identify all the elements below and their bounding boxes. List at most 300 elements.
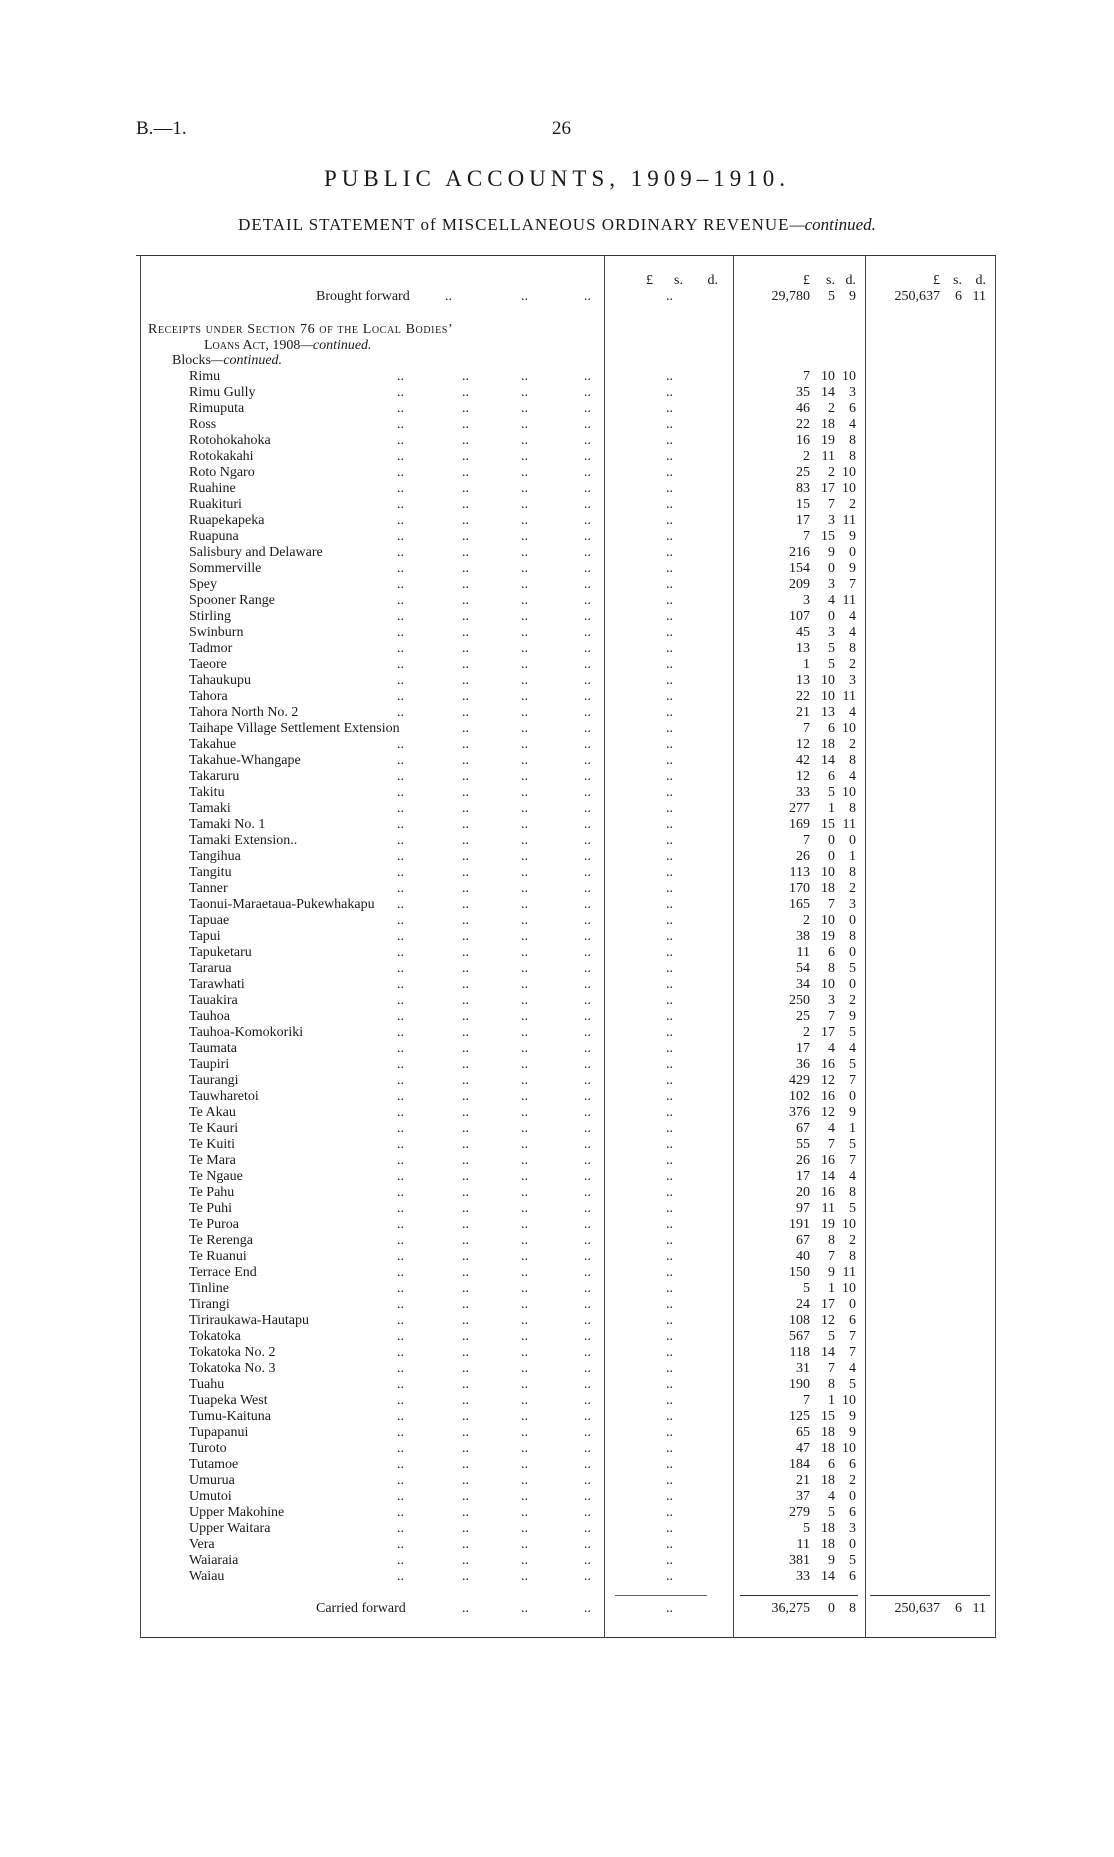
leader-dots: .. bbox=[462, 1473, 469, 1488]
pence-value: 5 bbox=[849, 961, 856, 976]
leader-dots: .. bbox=[521, 1393, 528, 1408]
leader-dots: .. bbox=[397, 1473, 404, 1488]
page-subtitle bbox=[0, 215, 1114, 235]
shillings-value: 12 bbox=[821, 1073, 835, 1088]
empty-amount-dots: .. bbox=[666, 1313, 673, 1328]
leader-dots: .. bbox=[584, 1377, 591, 1392]
leader-dots: .. bbox=[397, 1425, 404, 1440]
pence-value: 8 bbox=[849, 641, 856, 656]
pounds-value: 150 bbox=[789, 1265, 810, 1280]
leader-dots: .. bbox=[584, 369, 591, 384]
leader-dots: .. bbox=[584, 1169, 591, 1184]
leader-dots: .. bbox=[521, 513, 528, 528]
empty-amount-dots: .. bbox=[666, 1009, 673, 1024]
leader-dots: .. bbox=[397, 1489, 404, 1504]
leader-dots: .. bbox=[462, 897, 469, 912]
block-name: Swinburn bbox=[189, 625, 244, 640]
pounds-value: 47 bbox=[796, 1441, 810, 1456]
leader-dots: .. bbox=[521, 817, 528, 832]
leader-dots: .. bbox=[584, 945, 591, 960]
leader-dots: .. bbox=[462, 513, 469, 528]
shillings-value: 0 bbox=[828, 561, 835, 576]
leader-dots: .. bbox=[397, 945, 404, 960]
leader-dots: .. bbox=[397, 1537, 404, 1552]
empty-amount-dots: .. bbox=[666, 1105, 673, 1120]
shillings-value: 18 bbox=[821, 1537, 835, 1552]
block-name: Roto Ngaro bbox=[189, 465, 255, 480]
table-bottom-rule bbox=[140, 1637, 996, 1638]
leader-dots: .. bbox=[521, 897, 528, 912]
leader-dots: .. bbox=[584, 529, 591, 544]
empty-amount-dots: .. bbox=[666, 529, 673, 544]
leader-dots: .. bbox=[462, 577, 469, 592]
empty-amount-dots: .. bbox=[666, 1025, 673, 1040]
leader-dots: .. bbox=[462, 1361, 469, 1376]
leader-dots: .. bbox=[521, 433, 528, 448]
pounds-value: 102 bbox=[789, 1089, 810, 1104]
empty-amount-dots: .. bbox=[666, 785, 673, 800]
leader-dots: .. bbox=[397, 1073, 404, 1088]
pence-value: 7 bbox=[849, 1153, 856, 1168]
leader-dots: .. bbox=[521, 1249, 528, 1264]
shillings-value: 14 bbox=[821, 385, 835, 400]
leader-dots: .. bbox=[521, 1601, 528, 1616]
leader-dots: .. bbox=[397, 1025, 404, 1040]
leader-dots: .. bbox=[397, 785, 404, 800]
block-name: Umutoi bbox=[189, 1489, 232, 1504]
pence-value: 3 bbox=[849, 673, 856, 688]
leader-dots: .. bbox=[462, 705, 469, 720]
page-number: 26 bbox=[552, 118, 571, 139]
leader-dots: .. bbox=[584, 849, 591, 864]
leader-dots: .. bbox=[584, 1121, 591, 1136]
leader-dots: .. bbox=[397, 769, 404, 784]
block-name: Tauakira bbox=[189, 993, 238, 1008]
pence-value: 2 bbox=[849, 993, 856, 1008]
leader-dots: .. bbox=[397, 545, 404, 560]
shillings-value: 2 bbox=[828, 465, 835, 480]
leader-dots: .. bbox=[584, 673, 591, 688]
leader-dots: .. bbox=[462, 1265, 469, 1280]
leader-dots: .. bbox=[462, 1185, 469, 1200]
leader-dots: .. bbox=[584, 1057, 591, 1072]
leader-dots: .. bbox=[462, 1137, 469, 1152]
leader-dots: .. bbox=[584, 1313, 591, 1328]
pounds-value: 22 bbox=[796, 417, 810, 432]
shillings-value: 18 bbox=[821, 737, 835, 752]
pounds-value: 12 bbox=[796, 737, 810, 752]
block-name: Te Ruanui bbox=[189, 1249, 247, 1264]
leader-dots: .. bbox=[584, 1329, 591, 1344]
leader-dots: .. bbox=[397, 1569, 404, 1584]
shillings-value: 8 bbox=[828, 1233, 835, 1248]
shillings-value: 14 bbox=[821, 753, 835, 768]
pence-total: 11 bbox=[972, 1601, 986, 1616]
shillings-value: 0 bbox=[828, 1601, 835, 1616]
leader-dots: .. bbox=[521, 1553, 528, 1568]
pounds-value: 5 bbox=[803, 1521, 810, 1536]
leader-dots: .. bbox=[584, 577, 591, 592]
leader-dots: .. bbox=[584, 1153, 591, 1168]
shillings-value: 4 bbox=[828, 593, 835, 608]
empty-amount-dots: .. bbox=[666, 1345, 673, 1360]
leader-dots: .. bbox=[584, 1601, 591, 1616]
leader-dots: .. bbox=[521, 1105, 528, 1120]
pounds-header: £ bbox=[803, 273, 810, 288]
leader-dots: .. bbox=[521, 913, 528, 928]
leader-dots: .. bbox=[584, 753, 591, 768]
leader-dots: .. bbox=[584, 1233, 591, 1248]
leader-dots: .. bbox=[521, 577, 528, 592]
block-name: Rotohokahoka bbox=[189, 433, 271, 448]
shillings-value: 6 bbox=[828, 769, 835, 784]
shillings-header: s. bbox=[953, 273, 962, 288]
leader-dots: .. bbox=[397, 529, 404, 544]
pounds-value: 20 bbox=[796, 1185, 810, 1200]
pounds-value: 165 bbox=[789, 897, 810, 912]
pounds-value: 31 bbox=[796, 1361, 810, 1376]
pence-value: 10 bbox=[842, 481, 856, 496]
block-name: Upper Waitara bbox=[189, 1521, 271, 1536]
leader-dots: .. bbox=[397, 1089, 404, 1104]
pence-value: 8 bbox=[849, 1185, 856, 1200]
pounds-value: 209 bbox=[789, 577, 810, 592]
table-left-border bbox=[140, 255, 141, 1638]
leader-dots: .. bbox=[462, 449, 469, 464]
pounds-value: 22 bbox=[796, 689, 810, 704]
leader-dots: .. bbox=[521, 1489, 528, 1504]
empty-amount-dots: .. bbox=[666, 545, 673, 560]
column-divider bbox=[733, 255, 734, 1638]
block-name: Takaruru bbox=[189, 769, 240, 784]
leader-dots: .. bbox=[397, 481, 404, 496]
shillings-value: 5 bbox=[828, 657, 835, 672]
leader-dots: .. bbox=[462, 1089, 469, 1104]
leader-dots: .. bbox=[584, 1521, 591, 1536]
pence-value: 6 bbox=[849, 1505, 856, 1520]
pence-value: 2 bbox=[849, 737, 856, 752]
block-name: Umurua bbox=[189, 1473, 235, 1488]
block-name: Ruakituri bbox=[189, 497, 242, 512]
pounds-value: 7 bbox=[803, 833, 810, 848]
leader-dots: .. bbox=[462, 1041, 469, 1056]
leader-dots: .. bbox=[462, 417, 469, 432]
leader-dots: .. bbox=[584, 289, 591, 304]
shillings-value: 1 bbox=[828, 801, 835, 816]
shillings-value: 10 bbox=[821, 369, 835, 384]
leader-dots: .. bbox=[521, 385, 528, 400]
leader-dots: .. bbox=[521, 1057, 528, 1072]
leader-dots: .. bbox=[584, 1569, 591, 1584]
leader-dots: .. bbox=[462, 1057, 469, 1072]
shillings-value: 2 bbox=[828, 401, 835, 416]
act-name: Loans Act bbox=[204, 338, 266, 353]
shillings-value: 5 bbox=[828, 1505, 835, 1520]
leader-dots: .. bbox=[521, 1297, 528, 1312]
leader-dots: .. bbox=[397, 1361, 404, 1376]
pounds-value: 33 bbox=[796, 785, 810, 800]
column-divider bbox=[604, 255, 605, 1638]
leader-dots: .. bbox=[462, 1505, 469, 1520]
leader-dots: .. bbox=[584, 1009, 591, 1024]
block-name: Rimu bbox=[189, 369, 221, 384]
leader-dots: .. bbox=[397, 1441, 404, 1456]
empty-amount-dots: .. bbox=[666, 1521, 673, 1536]
leader-dots: .. bbox=[397, 1009, 404, 1024]
empty-amount-dots: .. bbox=[666, 1377, 673, 1392]
pounds-value: 34 bbox=[796, 977, 810, 992]
pounds-value: 381 bbox=[789, 1553, 810, 1568]
leader-dots: .. bbox=[521, 1537, 528, 1552]
pence-value: 3 bbox=[849, 1521, 856, 1536]
empty-amount-dots: .. bbox=[666, 1361, 673, 1376]
shillings-value: 17 bbox=[821, 1297, 835, 1312]
pounds-value: 2 bbox=[803, 913, 810, 928]
shillings-value: 4 bbox=[828, 1489, 835, 1504]
block-name: Tokatoka No. 2 bbox=[189, 1345, 276, 1360]
shillings-value: 9 bbox=[828, 545, 835, 560]
leader-dots: .. bbox=[584, 1345, 591, 1360]
leader-dots: .. bbox=[462, 785, 469, 800]
leader-dots: .. bbox=[584, 593, 591, 608]
leader-dots: .. bbox=[397, 1521, 404, 1536]
leader-dots: .. bbox=[521, 753, 528, 768]
section-heading-line2 bbox=[204, 338, 372, 354]
leader-dots: .. bbox=[397, 1457, 404, 1472]
leader-dots: .. bbox=[462, 961, 469, 976]
block-name: Te Puroa bbox=[189, 1217, 239, 1232]
pence-value: 8 bbox=[849, 801, 856, 816]
shillings-value: 18 bbox=[821, 417, 835, 432]
leader-dots: .. bbox=[462, 817, 469, 832]
leader-dots: .. bbox=[462, 1121, 469, 1136]
empty-amount-dots: .. bbox=[666, 961, 673, 976]
pounds-header: £ bbox=[646, 273, 653, 288]
leader-dots: .. bbox=[462, 913, 469, 928]
block-name: Te Kuiti bbox=[189, 1137, 236, 1152]
pounds-value: 17 bbox=[796, 1041, 810, 1056]
leader-dots: .. bbox=[521, 481, 528, 496]
leader-dots: .. bbox=[521, 881, 528, 896]
leader-dots: .. bbox=[397, 433, 404, 448]
leader-dots: .. bbox=[521, 545, 528, 560]
leader-dots: .. bbox=[584, 545, 591, 560]
pounds-value: 170 bbox=[789, 881, 810, 896]
shillings-value: 10 bbox=[821, 689, 835, 704]
leader-dots: .. bbox=[584, 1409, 591, 1424]
leader-dots: .. bbox=[397, 1281, 404, 1296]
leader-dots: .. bbox=[462, 1201, 469, 1216]
leader-dots: .. bbox=[521, 1329, 528, 1344]
pounds-value: 12 bbox=[796, 769, 810, 784]
pounds-value: 36,275 bbox=[771, 1601, 810, 1616]
block-name: Vera bbox=[189, 1537, 215, 1552]
leader-dots: .. bbox=[397, 849, 404, 864]
pounds-value: 45 bbox=[796, 625, 810, 640]
shillings-value: 18 bbox=[821, 1425, 835, 1440]
leader-dots: .. bbox=[521, 641, 528, 656]
block-name: Taonui-Maraetaua-Pukewhakapu bbox=[189, 897, 375, 912]
block-name: Terrace End bbox=[189, 1265, 257, 1280]
leader-dots: .. bbox=[397, 1329, 404, 1344]
shillings-header: s. bbox=[826, 273, 835, 288]
leader-dots: .. bbox=[584, 497, 591, 512]
pence-value: 8 bbox=[849, 449, 856, 464]
shillings-value: 8 bbox=[828, 1377, 835, 1392]
leader-dots: .. bbox=[521, 1569, 528, 1584]
shillings-value: 18 bbox=[821, 1473, 835, 1488]
leader-dots: .. bbox=[521, 289, 528, 304]
block-name: Tauwharetoi bbox=[189, 1089, 259, 1104]
block-name: Tumu-Kaituna bbox=[189, 1409, 271, 1424]
pounds-value: 7 bbox=[803, 369, 810, 384]
leader-dots: .. bbox=[521, 609, 528, 624]
leader-dots: .. bbox=[584, 1217, 591, 1232]
leader-dots: .. bbox=[584, 481, 591, 496]
shillings-value: 17 bbox=[821, 481, 835, 496]
leader-dots: .. bbox=[521, 705, 528, 720]
leader-dots: .. bbox=[521, 401, 528, 416]
block-name: Tamaki No. 1 bbox=[189, 817, 266, 832]
pence-value: 7 bbox=[849, 1329, 856, 1344]
shillings-value: 14 bbox=[821, 1169, 835, 1184]
empty-amount-dots: .. bbox=[666, 1233, 673, 1248]
subtitle-main: DETAIL STATEMENT of MISCELLANEOUS ORDINARY REVENUE bbox=[238, 215, 790, 234]
table-top-rule bbox=[136, 255, 996, 256]
leader-dots: .. bbox=[462, 1313, 469, 1328]
pence-value: 10 bbox=[842, 1281, 856, 1296]
shillings-value: 10 bbox=[821, 865, 835, 880]
pounds-value: 5 bbox=[803, 1281, 810, 1296]
leader-dots: .. bbox=[462, 385, 469, 400]
leader-dots: .. bbox=[584, 801, 591, 816]
leader-dots: .. bbox=[397, 369, 404, 384]
empty-amount-dots: .. bbox=[666, 1553, 673, 1568]
leader-dots: .. bbox=[462, 609, 469, 624]
act-year: , 1908 bbox=[265, 338, 301, 353]
leader-dots: .. bbox=[397, 1409, 404, 1424]
block-name: Tirangi bbox=[189, 1297, 230, 1312]
leader-dots: .. bbox=[584, 561, 591, 576]
block-name: Te Puhi bbox=[189, 1201, 232, 1216]
empty-amount-dots: .. bbox=[666, 401, 673, 416]
pounds-value: 65 bbox=[796, 1425, 810, 1440]
leader-dots: .. bbox=[462, 1009, 469, 1024]
shillings-value: 1 bbox=[828, 1281, 835, 1296]
empty-amount-dots: .. bbox=[666, 625, 673, 640]
leader-dots: .. bbox=[397, 1377, 404, 1392]
block-name: Tiriraukawa-Hautapu bbox=[189, 1313, 310, 1328]
pence-value: 2 bbox=[849, 1233, 856, 1248]
leader-dots: .. bbox=[521, 529, 528, 544]
block-name: Rimu Gully bbox=[189, 385, 256, 400]
leader-dots: .. bbox=[521, 689, 528, 704]
blocks-label: Blocks bbox=[172, 353, 211, 368]
empty-amount-dots: .. bbox=[666, 769, 673, 784]
pence-value: 6 bbox=[849, 1457, 856, 1472]
leader-dots: .. bbox=[462, 1489, 469, 1504]
leader-dots: .. bbox=[521, 657, 528, 672]
empty-amount-dots: .. bbox=[666, 1457, 673, 1472]
leader-dots: .. bbox=[521, 561, 528, 576]
pounds-value: 1 bbox=[803, 657, 810, 672]
continued-note: —continued. bbox=[300, 338, 372, 353]
leader-dots: .. bbox=[521, 1265, 528, 1280]
leader-dots: .. bbox=[397, 833, 404, 848]
empty-amount-dots: .. bbox=[666, 1281, 673, 1296]
leader-dots: .. bbox=[521, 961, 528, 976]
leader-dots: .. bbox=[397, 1249, 404, 1264]
pounds-value: 7 bbox=[803, 721, 810, 736]
pence-value: 2 bbox=[849, 881, 856, 896]
shillings-value: 5 bbox=[828, 785, 835, 800]
leader-dots: .. bbox=[521, 1313, 528, 1328]
pounds-value: 191 bbox=[789, 1217, 810, 1232]
leader-dots: .. bbox=[462, 1329, 469, 1344]
empty-amount-dots: .. bbox=[666, 801, 673, 816]
pence-value: 10 bbox=[842, 1393, 856, 1408]
shillings-value: 5 bbox=[828, 1329, 835, 1344]
pounds-value: 7 bbox=[803, 529, 810, 544]
pence-header: d. bbox=[707, 273, 718, 288]
pence-value: 7 bbox=[849, 1345, 856, 1360]
leader-dots: .. bbox=[397, 705, 404, 720]
shillings-value: 12 bbox=[821, 1313, 835, 1328]
pounds-value: 29,780 bbox=[771, 289, 810, 304]
leader-dots: .. bbox=[521, 1169, 528, 1184]
carried-forward-label: Carried forward bbox=[316, 1601, 406, 1616]
block-name: Tinline bbox=[189, 1281, 229, 1296]
block-name: Turoto bbox=[189, 1441, 227, 1456]
pounds-value: 125 bbox=[789, 1409, 810, 1424]
shillings-value: 16 bbox=[821, 1185, 835, 1200]
empty-amount-dots: .. bbox=[666, 1137, 673, 1152]
empty-amount-dots: .. bbox=[666, 1537, 673, 1552]
pence-value: 4 bbox=[849, 1041, 856, 1056]
leader-dots: .. bbox=[462, 721, 469, 736]
shillings-value: 19 bbox=[821, 433, 835, 448]
empty-amount-dots: .. bbox=[666, 369, 673, 384]
leader-dots: .. bbox=[462, 1537, 469, 1552]
shillings-value: 10 bbox=[821, 673, 835, 688]
empty-amount-dots: .. bbox=[666, 1265, 673, 1280]
leader-dots: .. bbox=[521, 1473, 528, 1488]
block-name: Taihape Village Settlement Extension bbox=[189, 721, 400, 736]
leader-dots: .. bbox=[584, 833, 591, 848]
pence-value: 0 bbox=[849, 1489, 856, 1504]
total-rule bbox=[870, 1595, 990, 1596]
leader-dots: .. bbox=[584, 657, 591, 672]
shillings-value: 5 bbox=[828, 289, 835, 304]
pounds-value: 376 bbox=[789, 1105, 810, 1120]
pounds-value: 169 bbox=[789, 817, 810, 832]
leader-dots: .. bbox=[584, 817, 591, 832]
leader-dots: .. bbox=[397, 1217, 404, 1232]
shillings-value: 19 bbox=[821, 929, 835, 944]
leader-dots: .. bbox=[397, 817, 404, 832]
leader-dots: .. bbox=[521, 769, 528, 784]
empty-amount-dots: .. bbox=[666, 977, 673, 992]
shillings-value: 19 bbox=[821, 1217, 835, 1232]
empty-amount-dots: .. bbox=[666, 641, 673, 656]
pence-value: 4 bbox=[849, 625, 856, 640]
leader-dots: .. bbox=[521, 1137, 528, 1152]
shillings-value: 7 bbox=[828, 1137, 835, 1152]
block-name: Tapui bbox=[189, 929, 221, 944]
pence-value: 4 bbox=[849, 1361, 856, 1376]
leader-dots: .. bbox=[397, 1137, 404, 1152]
empty-amount-dots: .. bbox=[666, 561, 673, 576]
